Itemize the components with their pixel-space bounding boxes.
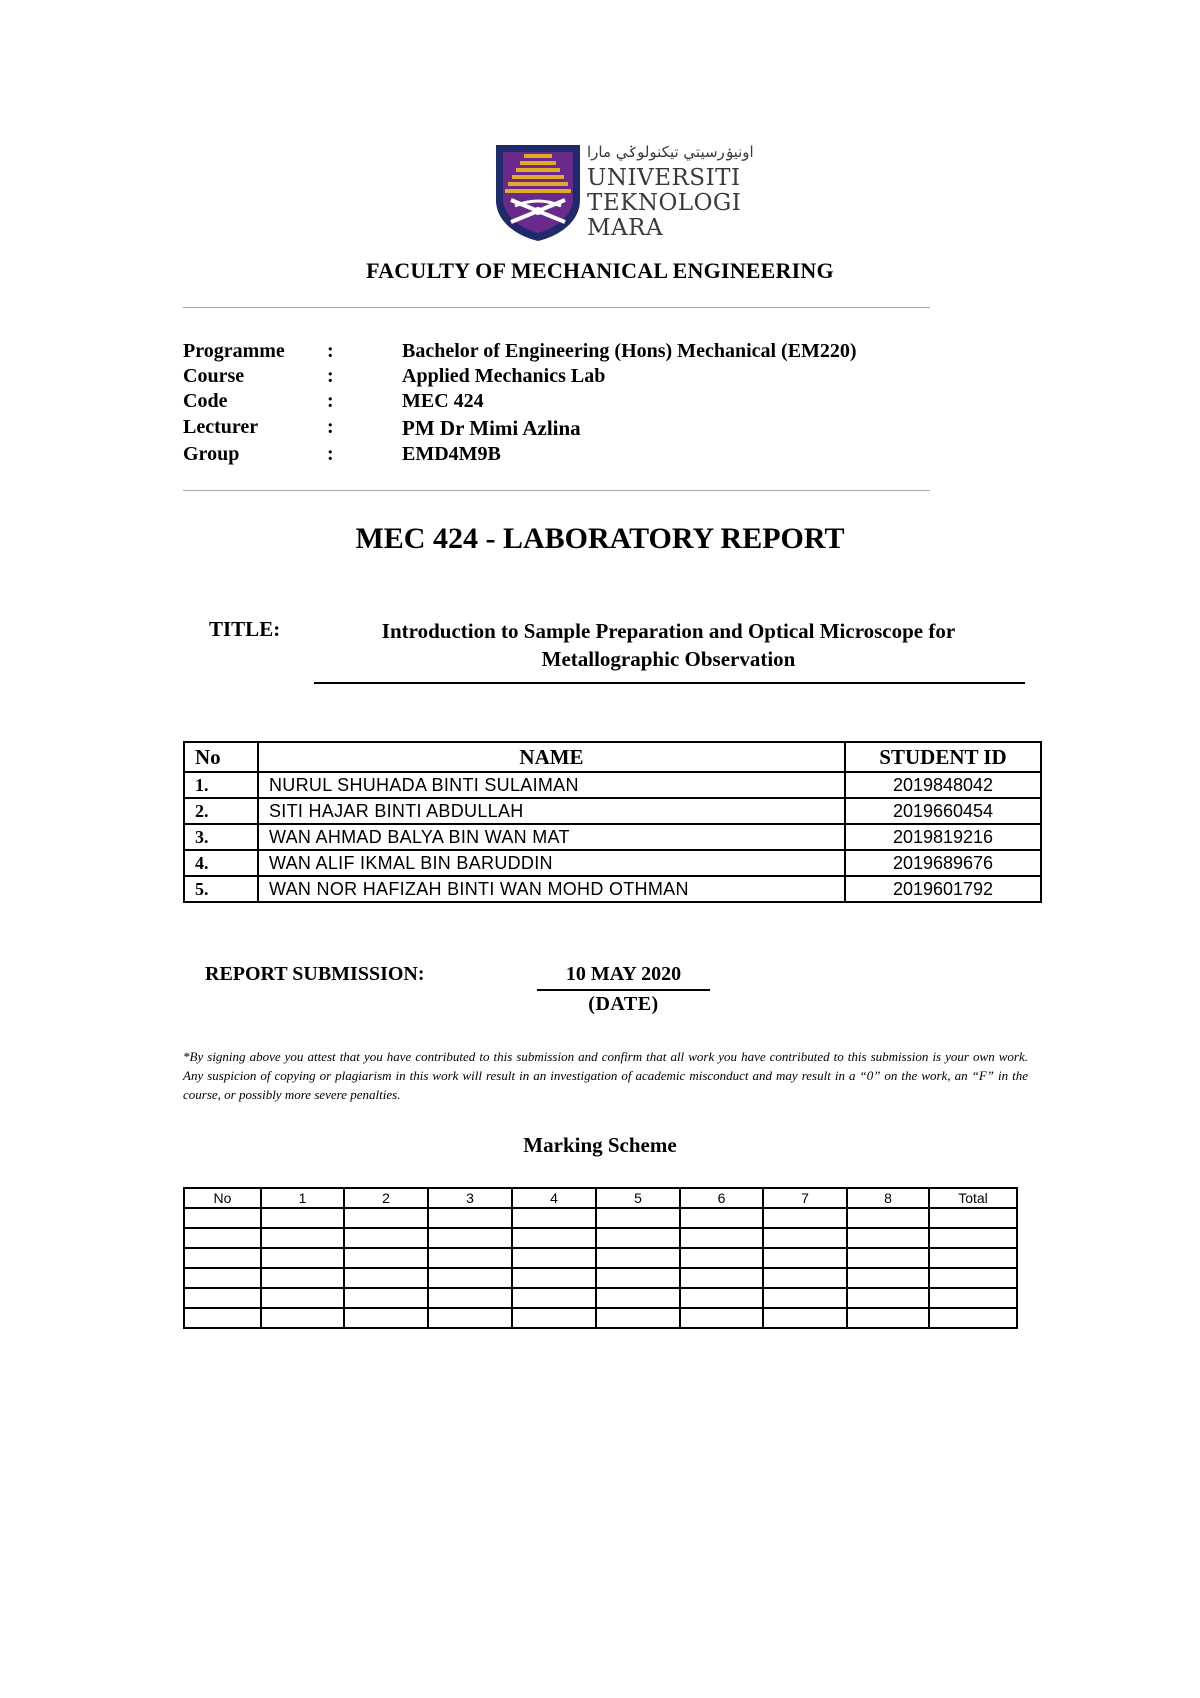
info-value: PM Dr Mimi Azlina bbox=[402, 416, 581, 440]
marking-cell bbox=[428, 1208, 512, 1228]
marking-cell bbox=[344, 1228, 428, 1248]
report-topic: Introduction to Sample Preparation and Optical Microscope for Metallographic Observation bbox=[381, 619, 956, 671]
student-table bbox=[183, 741, 1042, 903]
marking-row bbox=[184, 1268, 1017, 1288]
title-underline bbox=[314, 682, 1025, 684]
table-row bbox=[184, 772, 1041, 798]
uitm-crest-icon bbox=[493, 142, 583, 242]
marking-row bbox=[184, 1208, 1017, 1228]
student-no: 2. bbox=[184, 798, 258, 824]
student-name: WAN AHMAD BALYA BIN WAN MAT bbox=[258, 824, 845, 850]
marking-cell bbox=[261, 1208, 344, 1228]
marking-scheme-title: Marking Scheme bbox=[523, 1133, 677, 1157]
student-id: 2019660454 bbox=[845, 798, 1041, 824]
marking-cell bbox=[184, 1248, 261, 1268]
title-label: TITLE: bbox=[209, 617, 281, 641]
marking-cell bbox=[512, 1248, 596, 1268]
marking-cell bbox=[596, 1228, 680, 1248]
marking-cell bbox=[847, 1248, 929, 1268]
marking-cell bbox=[428, 1228, 512, 1248]
marking-header-2: 2 bbox=[344, 1188, 428, 1208]
marking-header-6: 6 bbox=[680, 1188, 763, 1208]
marking-row bbox=[184, 1228, 1017, 1248]
marking-cell bbox=[847, 1288, 929, 1308]
marking-cell bbox=[344, 1308, 428, 1328]
divider bbox=[183, 307, 930, 308]
marking-cell bbox=[428, 1288, 512, 1308]
marking-cell bbox=[680, 1268, 763, 1288]
marking-body bbox=[184, 1208, 1017, 1328]
info-colon: : bbox=[327, 443, 334, 465]
marking-cell bbox=[261, 1308, 344, 1328]
marking-cell bbox=[261, 1268, 344, 1288]
student-name: NURUL SHUHADA BINTI SULAIMAN bbox=[258, 772, 845, 798]
table-header-row bbox=[184, 742, 1041, 772]
marking-cell bbox=[680, 1288, 763, 1308]
marking-cell bbox=[847, 1268, 929, 1288]
submission-label: REPORT SUBMISSION: bbox=[205, 963, 425, 985]
marking-scheme-table bbox=[183, 1187, 1018, 1329]
info-colon: : bbox=[327, 340, 334, 362]
logo-line-3: MARA bbox=[587, 215, 664, 241]
table-row bbox=[184, 798, 1041, 824]
student-id: 2019689676 bbox=[845, 850, 1041, 876]
marking-cell bbox=[763, 1228, 847, 1248]
marking-cell bbox=[763, 1268, 847, 1288]
marking-cell bbox=[596, 1248, 680, 1268]
marking-header-7: 7 bbox=[763, 1188, 847, 1208]
marking-cell bbox=[428, 1308, 512, 1328]
marking-cell bbox=[512, 1288, 596, 1308]
student-no: 1. bbox=[184, 772, 258, 798]
marking-cell bbox=[929, 1248, 1017, 1268]
marking-cell bbox=[184, 1308, 261, 1328]
student-no: 3. bbox=[184, 824, 258, 850]
marking-cell bbox=[680, 1228, 763, 1248]
marking-cell bbox=[344, 1208, 428, 1228]
student-id: 2019819216 bbox=[845, 824, 1041, 850]
marking-cell bbox=[512, 1208, 596, 1228]
report-title: MEC 424 - LABORATORY REPORT bbox=[355, 522, 845, 555]
declaration-note: *By signing above you attest that you have contributed to this submission and confirm that all work you have contributed to this submission is your own work. Any suspicion of copying or plagiarism in this work will result in an investigation of academic misconduct and may result in a “0” on the work, an “F” in the course, or possibly more severe penalties. bbox=[183, 1049, 1028, 1102]
marking-cell bbox=[344, 1288, 428, 1308]
marking-cell bbox=[184, 1288, 261, 1308]
marking-cell bbox=[763, 1308, 847, 1328]
student-name: WAN ALIF IKMAL BIN BARUDDIN bbox=[258, 850, 845, 876]
marking-row bbox=[184, 1308, 1017, 1328]
info-colon: : bbox=[327, 365, 334, 387]
marking-row bbox=[184, 1248, 1017, 1268]
divider bbox=[183, 490, 930, 491]
marking-cell bbox=[184, 1208, 261, 1228]
marking-header-row bbox=[184, 1188, 1017, 1208]
marking-cell bbox=[344, 1268, 428, 1288]
table-row bbox=[184, 850, 1041, 876]
marking-header-no: No bbox=[184, 1188, 261, 1208]
marking-cell bbox=[261, 1248, 344, 1268]
info-value: MEC 424 bbox=[402, 390, 484, 412]
marking-header-3: 3 bbox=[428, 1188, 512, 1208]
student-no: 4. bbox=[184, 850, 258, 876]
marking-cell bbox=[596, 1288, 680, 1308]
marking-cell bbox=[596, 1268, 680, 1288]
student-id: 2019601792 bbox=[845, 876, 1041, 902]
info-label: Group bbox=[183, 443, 240, 465]
column-header-name: NAME bbox=[258, 742, 845, 772]
marking-cell bbox=[929, 1308, 1017, 1328]
student-name: WAN NOR HAFIZAH BINTI WAN MOHD OTHMAN bbox=[258, 876, 845, 902]
marking-cell bbox=[929, 1208, 1017, 1228]
marking-cell bbox=[512, 1268, 596, 1288]
info-colon: : bbox=[327, 416, 334, 438]
info-value: Bachelor of Engineering (Hons) Mechanical (EM220) bbox=[402, 340, 857, 362]
column-header-student-id: STUDENT ID bbox=[845, 742, 1041, 772]
info-label: Course bbox=[183, 365, 245, 387]
marking-cell bbox=[847, 1308, 929, 1328]
marking-cell bbox=[847, 1208, 929, 1228]
marking-cell bbox=[847, 1228, 929, 1248]
table-row bbox=[184, 824, 1041, 850]
marking-header-total: Total bbox=[929, 1188, 1017, 1208]
marking-header-5: 5 bbox=[596, 1188, 680, 1208]
marking-cell bbox=[680, 1208, 763, 1228]
info-colon: : bbox=[327, 390, 334, 412]
faculty-heading: FACULTY OF MECHANICAL ENGINEERING bbox=[366, 258, 834, 283]
marking-cell bbox=[929, 1268, 1017, 1288]
marking-cell bbox=[344, 1248, 428, 1268]
marking-cell bbox=[596, 1208, 680, 1228]
marking-header-1: 1 bbox=[261, 1188, 344, 1208]
marking-cell bbox=[929, 1288, 1017, 1308]
marking-header-8: 8 bbox=[847, 1188, 929, 1208]
marking-cell bbox=[261, 1288, 344, 1308]
student-no: 5. bbox=[184, 876, 258, 902]
marking-cell bbox=[680, 1248, 763, 1268]
marking-cell bbox=[512, 1228, 596, 1248]
marking-cell bbox=[428, 1268, 512, 1288]
logo-line-1: UNIVERSITI bbox=[587, 165, 741, 191]
marking-cell bbox=[680, 1308, 763, 1328]
table-row bbox=[184, 876, 1041, 902]
submission-date: 10 MAY 2020 bbox=[565, 963, 682, 985]
uitm-logo bbox=[493, 142, 754, 242]
date-caption: (DATE) bbox=[588, 993, 659, 1015]
info-label: Code bbox=[183, 390, 228, 412]
column-header-no: No bbox=[184, 742, 258, 772]
marking-cell bbox=[596, 1308, 680, 1328]
marking-cell bbox=[428, 1248, 512, 1268]
info-value: Applied Mechanics Lab bbox=[402, 365, 606, 387]
marking-header-4: 4 bbox=[512, 1188, 596, 1208]
marking-cell bbox=[184, 1268, 261, 1288]
marking-row bbox=[184, 1288, 1017, 1308]
info-label: Lecturer bbox=[183, 416, 259, 438]
marking-cell bbox=[261, 1228, 344, 1248]
date-underline bbox=[537, 989, 710, 991]
marking-cell bbox=[929, 1228, 1017, 1248]
marking-cell bbox=[512, 1308, 596, 1328]
marking-cell bbox=[184, 1228, 261, 1248]
logo-line-2: TEKNOLOGI bbox=[587, 190, 742, 216]
info-value: EMD4M9B bbox=[402, 443, 501, 465]
info-label: Programme bbox=[183, 340, 285, 362]
marking-cell bbox=[763, 1248, 847, 1268]
logo-jawi-text: اونيۏرسيتي تيكنولوݢي مارا bbox=[587, 143, 754, 161]
student-name: SITI HAJAR BINTI ABDULLAH bbox=[258, 798, 845, 824]
student-id: 2019848042 bbox=[845, 772, 1041, 798]
marking-cell bbox=[763, 1288, 847, 1308]
marking-cell bbox=[763, 1208, 847, 1228]
